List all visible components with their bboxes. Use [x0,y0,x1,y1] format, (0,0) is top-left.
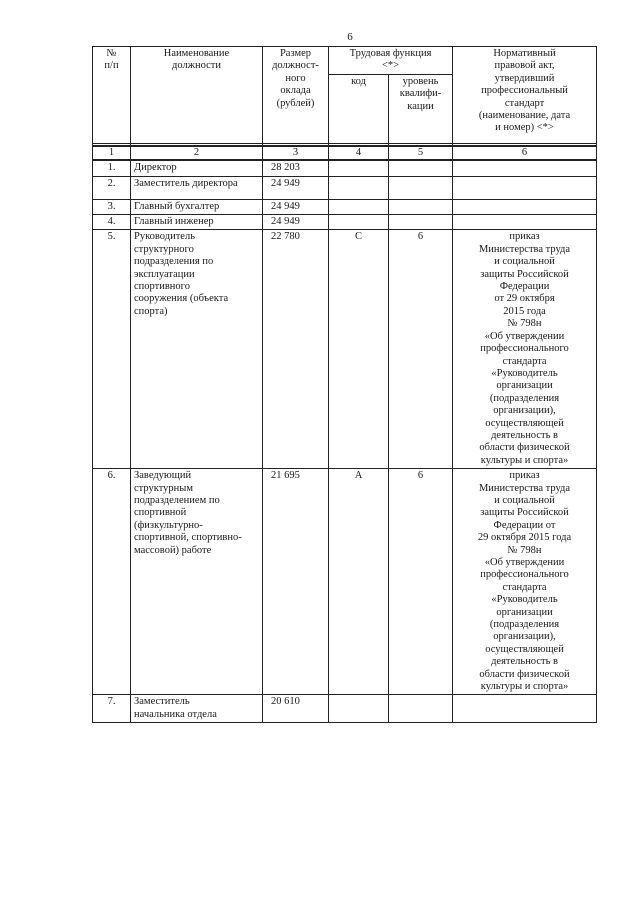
row-number: 7. [93,695,131,723]
column-number: 4 [329,146,389,160]
column-number-row [93,146,597,160]
position-name: Директор [131,160,263,176]
row-number: 2. [93,176,131,199]
salary-value: 21 695 [263,469,329,695]
function-code [329,215,389,230]
table-row [93,176,597,199]
table-row [93,695,597,723]
salary-value: 28 203 [263,160,329,176]
salary-value: 20 610 [263,695,329,723]
salary-value: 24 949 [263,176,329,199]
salary-value: 24 949 [263,199,329,214]
function-code: А [329,469,389,695]
row-number: 6. [93,469,131,695]
qualification-level: 6 [389,469,453,695]
table-row [93,215,597,230]
function-code [329,160,389,176]
row-number: 3. [93,199,131,214]
normative-act [453,199,597,214]
qualification-level [389,695,453,723]
function-code [329,199,389,214]
position-name: Главный инженер [131,215,263,230]
table-row [93,199,597,214]
row-number: 5. [93,230,131,469]
header-qualification-level: уровень квалифи- кации [389,74,453,143]
header-position-name: Наименование должности [131,47,263,144]
page-number: 6 [347,31,353,43]
qualification-level [389,199,453,214]
qualification-level [389,160,453,176]
row-number: 4. [93,215,131,230]
header-code: код [329,74,389,143]
normative-act [453,176,597,199]
header-salary: Размер должност- ного оклада (рублей) [263,47,329,144]
table-row [93,230,597,469]
header-num: № п/п [93,47,131,144]
function-code [329,176,389,199]
salary-value: 22 780 [263,230,329,469]
column-number: 2 [131,146,263,160]
table-row [93,469,597,695]
qualification-level [389,176,453,199]
column-number: 1 [93,146,131,160]
column-number: 6 [453,146,597,160]
salary-value: 24 949 [263,215,329,230]
column-number: 5 [389,146,453,160]
position-name: Заместитель директора [131,176,263,199]
header-labor-function: Трудовая функция <*> [329,47,453,75]
qualification-level: 6 [389,230,453,469]
normative-act [453,215,597,230]
position-name: Заместитель начальника отдела [131,695,263,723]
column-number: 3 [263,146,329,160]
normative-act [453,160,597,176]
normative-act: приказ Министерства труда и социальной защиты Российской Федерации от 29 октября 2015 года № 798н «Об утверждении профессионального стандарта «Руководитель организации (подразделения организации), осуществляющей деятельность в области физической культуры и спорта» [453,230,597,469]
normative-act [453,695,597,723]
function-code: С [329,230,389,469]
table-row [93,160,597,176]
position-name: Заведующий структурным подразделением по спортивной (физкультурно- спортивной, спортивно- массовой) работе [131,469,263,695]
position-name: Руководитель структурного подразделения по эксплуатации спортивного сооружения (объекта спорта) [131,230,263,469]
qualification-level [389,215,453,230]
table-header-row [93,47,597,75]
function-code [329,695,389,723]
position-name: Главный бухгалтер [131,199,263,214]
header-normative-act: Нормативный правовой акт, утвердивший профессиональный стандарт (наименование, дата и номер) <*> [453,47,597,144]
normative-act: приказ Министерства труда и социальной защиты Российской Федерации от 29 октября 2015 года № 798н «Об утверждении профессионального стандарта «Руководитель организации (подразделения организации), осуществляющей деятельность в области физической культуры и спорта» [453,469,597,695]
row-number: 1. [93,160,131,176]
positions-salary-table [92,46,597,723]
